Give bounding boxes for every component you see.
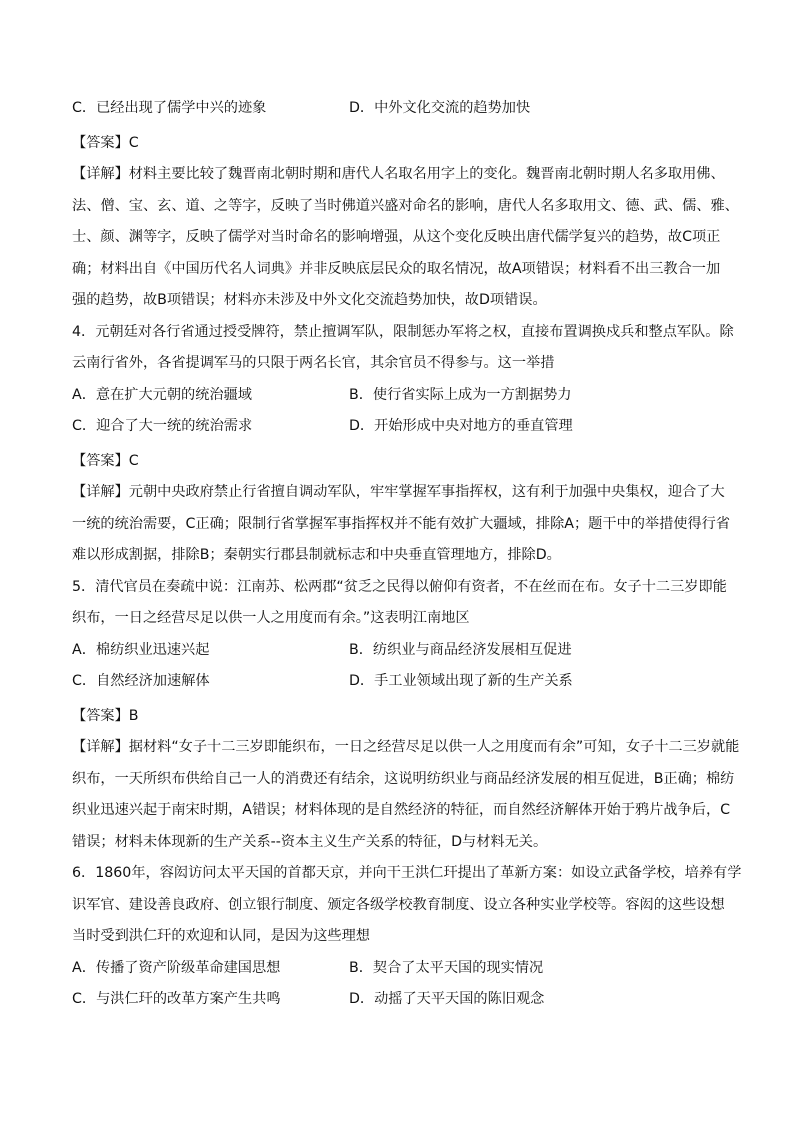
q5-option-a: A．棉纺织业迅速兴起 [72, 641, 210, 658]
q6-option-c: C．与洪仁玕的改革方案产生共鸣 [72, 991, 281, 1007]
q4-option-a: A．意在扩大元朝的统治疆域 [72, 386, 252, 403]
q5-detail-line: 【详解】据材料“女子十二三岁即能织布，一日之经营尽足以供一人之用度而有余”可知，女子十二三岁就能 [72, 739, 740, 755]
q4-detail-line: 【详解】元朝中央政府禁止行省擅自调动军队，牢牢掌握军事指挥权，这有利于加强中央集权，迎合了大 [72, 484, 725, 500]
q4-option-b: B．使行省实际上成为一方割据势力 [349, 386, 572, 403]
q4-detail [72, 484, 731, 563]
q5-stem-line: 5．清代官员在奏疏中说：江南苏、松两郡“贫乏之民得以俯仰有资者，不在丝而在布。女子十二三岁即能 [72, 578, 727, 595]
q3-options-row-cd [72, 100, 722, 116]
q4-options-row-cd [72, 418, 722, 434]
q4-answer: 【答案】C [72, 452, 139, 469]
q3-option-d: D．中外文化交流的趋势加快 [349, 100, 531, 116]
q5-options-row-cd [72, 673, 722, 689]
q5-detail-line: 错误；材料未体现新的生产关系--资本主义生产关系的特征，D与材料无关。 [72, 833, 548, 850]
q3-detail-line: 法、僧、宝、玄、道、之等字，反映了当时佛道兴盛对命名的影响，唐代人名多取用文、德、武、儒、雅、 [72, 197, 739, 214]
q5-detail [72, 739, 740, 850]
q4-stem-line: 云南行省外，各省提调军马的只限于两名长官，其余官员不得参与。这一举措 [72, 355, 555, 371]
q6-stem [72, 865, 742, 944]
q4-option-d: D．开始形成中央对地方的垂直管理 [349, 418, 573, 434]
document-page [72, 100, 742, 1023]
q5-option-b: B．纺织业与商品经济发展相互促进 [349, 641, 572, 658]
q3-detail-line: 确；材料出自《中国历代名人词典》并非反映底层民众的取名情况，故A项错误；材料看不出三教合一加 [72, 260, 721, 277]
q4-detail-line: 难以形成割据，排除B；秦朝实行郡县制就标志和中央垂直管理地方，排除D。 [72, 547, 561, 563]
q5-detail-line: 织布，一天所织布供给自己一人的消费还有结余，这说明纺织业与商品经济发展的相互促进，B正确；棉纺 [72, 770, 735, 787]
q5-stem [72, 578, 727, 627]
q3-answer: 【答案】C [72, 134, 139, 151]
q6-stem-line: 识军官、建设善良政府、创立银行制度、颁定各级学校教育制度、设立各种实业学校等。容闳的这些设想 [72, 896, 725, 913]
q6-option-d: D．动摇了天平天国的陈旧观念 [349, 991, 545, 1007]
q4-option-c: C．迎合了大一统的统治需求 [72, 418, 253, 434]
q3-detail [72, 166, 739, 308]
q6-option-b: B．契合了太平天国的现实情况 [349, 959, 544, 976]
q3-detail-line: 士、颜、渊等字，反映了儒学对当时命名的影响增强，从这个变化反映出唐代儒学复兴的趋势，故C项正 [72, 229, 721, 245]
q5-detail-line: 织业迅速兴起于南宋时期，A错误；材料体现的是自然经济的特征，而自然经济解体开始于鸦片战争后，C [72, 802, 731, 818]
q5-option-d: D．手工业领域出现了新的生产关系 [349, 673, 573, 689]
q4-detail-line: 一统的统治需要，C正确；限制行省掌握军事指挥权并不能有效扩大疆域，排除A；题干中的举措使得行省 [72, 515, 731, 532]
q5-stem-line: 织布，一日之经营尽足以供一人之用度而有余。”这表明江南地区 [72, 610, 470, 626]
q6-option-a: A．传播了资产阶级革命建国思想 [72, 959, 281, 976]
q5-answer: 【答案】B [72, 707, 139, 724]
q4-stem-line: 4．元朝廷对各行省通过授受牌符，禁止擅调军队，限制惩办军将之权，直接布置调换戍兵和整点军队。除 [72, 323, 734, 340]
q6-stem-line: 6．1860年，容闳访问太平天国的首都天京，并向干王洪仁玕提出了革新方案：如设立武备学校，培养有学 [72, 865, 742, 881]
q3-detail-line: 【详解】材料主要比较了魏晋南北朝时期和唐代人名取名用字上的变化。魏晋南北朝时期人名多取用佛、 [72, 166, 725, 182]
q5-options-row-ab [72, 642, 722, 658]
q6-options-row-cd [72, 991, 722, 1007]
q6-options-row-ab [72, 960, 722, 976]
q3-option-c: C．已经出现了儒学中兴的迹象 [72, 100, 267, 116]
q6-stem-line: 当时受到洪仁玕的欢迎和认同，是因为这些理想 [72, 928, 370, 944]
q4-stem [72, 323, 734, 372]
q3-detail-line: 强的趋势，故B项错误；材料亦未涉及中外文化交流趋势加快，故D项错误。 [72, 292, 547, 308]
q4-options-row-ab [72, 387, 722, 403]
q5-option-c: C．自然经济加速解体 [72, 673, 210, 689]
